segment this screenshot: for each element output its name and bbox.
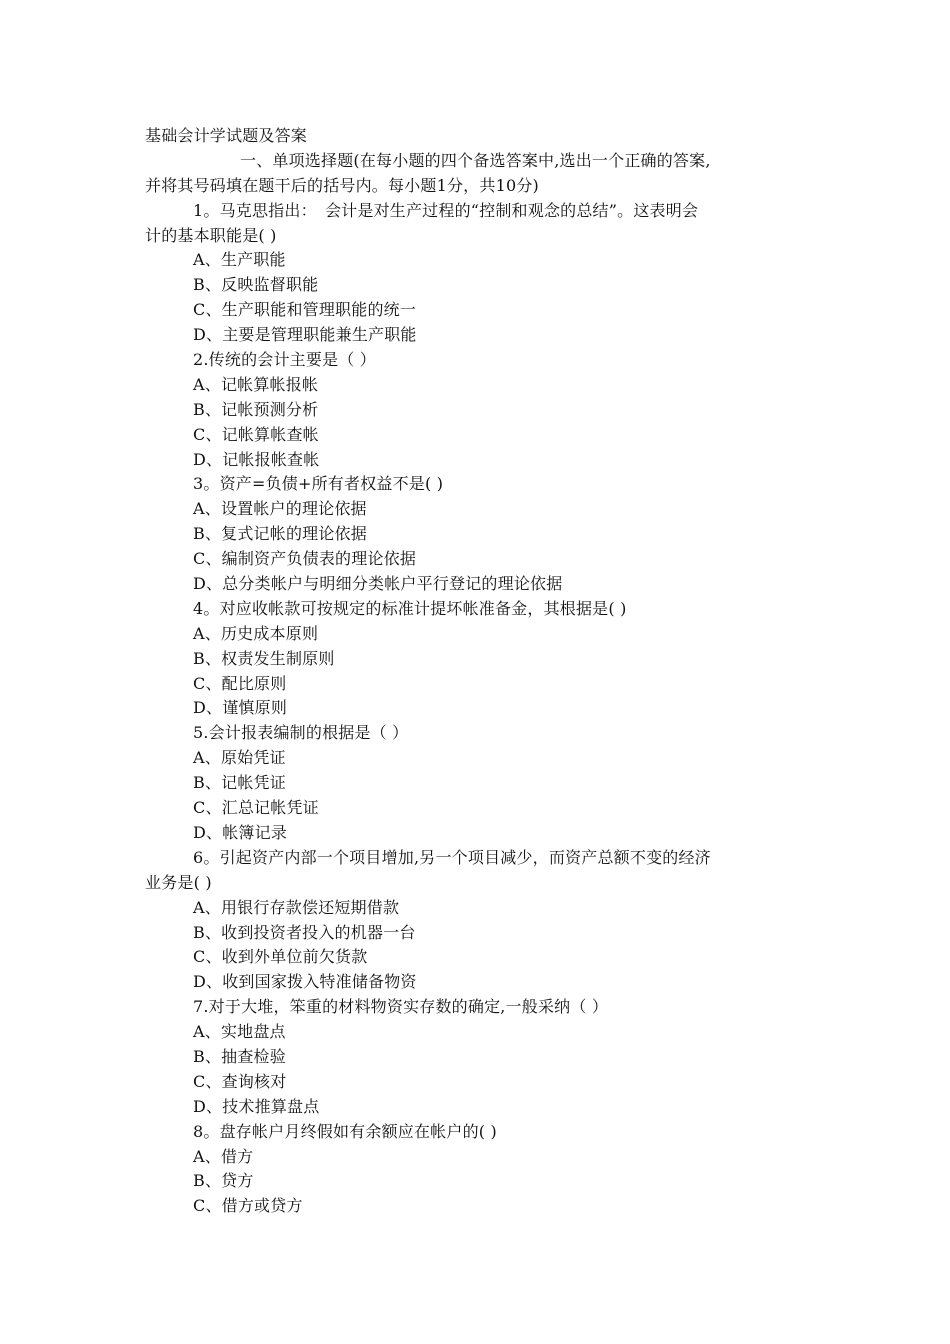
question-7-option-d: D、技术推算盘点	[193, 1096, 320, 1116]
question-3-option-b: B、复式记帐的理论依据	[193, 524, 367, 544]
question-6-option-a: A、用银行存款偿还短期借款	[193, 897, 400, 917]
question-8-option-c: C、借方或贷方	[193, 1196, 303, 1216]
question-1-option-c: C、生产职能和管理职能的统一	[193, 300, 417, 320]
question-4-option-a: A、历史成本原则	[193, 623, 319, 643]
question-6-continued: 业务是( )	[145, 872, 212, 892]
question-5-option-c: C、汇总记帐凭证	[193, 798, 319, 818]
question-2: 2.传统的会计主要是（ ）	[193, 350, 376, 370]
document-body	[145, 124, 810, 1219]
question-1-continued: 计的基本职能是( )	[145, 225, 277, 245]
question-3-option-a: A、设置帐户的理论依据	[193, 499, 367, 519]
question-6-option-d: D、收到国家拨入特准储备物资	[193, 972, 417, 992]
question-4-option-d: D、谨慎原则	[193, 698, 288, 718]
question-5-option-b: B、记帐凭证	[193, 773, 286, 793]
question-8: 8。盘存帐户月终假如有余额应在帐户的( )	[193, 1121, 497, 1141]
question-4-option-c: C、配比原则	[193, 673, 287, 693]
section-heading: 一、单项选择题(在每小题的四个备选答案中,选出一个正确的答案,	[240, 150, 711, 170]
question-7-option-a: A、实地盘点	[193, 1022, 286, 1042]
question-1-option-a: A、生产职能	[193, 250, 286, 270]
question-2-option-b: B、记帐预测分析	[193, 399, 319, 419]
section-heading-continued: 并将其号码填在题干后的括号内。每小题1分，共10分)	[145, 175, 539, 195]
question-8-option-b: B、贷方	[193, 1171, 254, 1191]
question-1-option-b: B、反映监督职能	[193, 275, 319, 295]
question-5-option-a: A、原始凭证	[193, 748, 286, 768]
question-7: 7.对于大堆，笨重的材料物资实存数的确定,一般采纳（ ）	[193, 997, 609, 1017]
question-2-option-c: C、记帐算帐查帐	[193, 424, 319, 444]
question-4-option-b: B、权责发生制原则	[193, 648, 335, 668]
question-2-option-a: A、记帐算帐报帐	[193, 374, 319, 394]
question-1: 1。马克思指出： 会计是对生产过程的“控制和观念的总结”。这表明会	[193, 200, 699, 220]
question-3: 3。资产=负债+所有者权益不是( )	[193, 474, 444, 494]
question-6: 6。引起资产内部一个项目增加,另一个项目减少，而资产总额不变的经济	[193, 847, 711, 867]
question-3-option-d: D、总分类帐户与明细分类帐户平行登记的理论依据	[193, 574, 563, 594]
question-2-option-d: D、记帐报帐查帐	[193, 449, 320, 469]
question-7-option-b: B、抽查检验	[193, 1046, 286, 1066]
question-1-option-d: D、主要是管理职能兼生产职能	[193, 325, 417, 345]
question-6-option-b: B、收到投资者投入的机器一台	[193, 922, 416, 942]
document-title: 基础会计学试题及答案	[145, 126, 308, 145]
question-5: 5.会计报表编制的根据是（ ）	[193, 723, 409, 743]
question-4: 4。对应收帐款可按规定的标准计提坏帐准备金，其根据是( )	[193, 598, 627, 618]
question-6-option-c: C、收到外单位前欠货款	[193, 947, 368, 967]
question-7-option-c: C、查询核对	[193, 1071, 287, 1091]
question-3-option-c: C、编制资产负债表的理论依据	[193, 549, 417, 569]
question-5-option-d: D、帐簿记录	[193, 822, 288, 842]
question-8-option-a: A、借方	[193, 1146, 254, 1166]
